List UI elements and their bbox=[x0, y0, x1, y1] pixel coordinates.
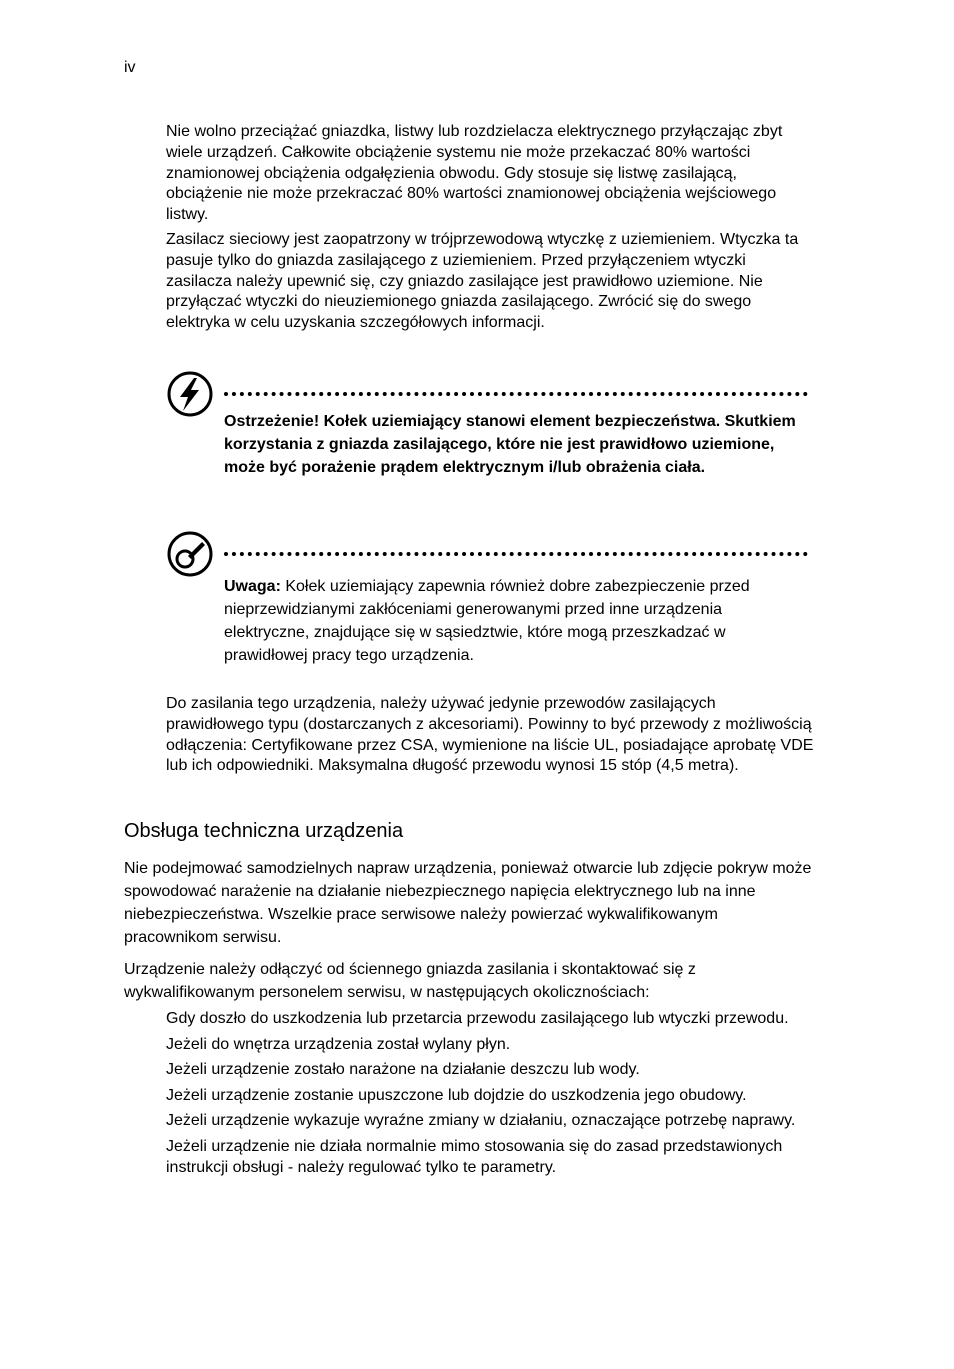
note-label: Uwaga: bbox=[224, 578, 281, 595]
section-heading: Obsługa techniczna urządzenia bbox=[124, 820, 404, 842]
list-item: Jeżeli urządzenie zostanie upuszczone lub dojdzie do uszkodzenia jego obudowy. bbox=[166, 1086, 747, 1104]
note-pencil-icon bbox=[166, 530, 214, 578]
note-body: Kołek uziemiający zapewnia również dobre zabezpieczenie przed nieprzewidzianymi zakłóceniami generowanymi przed inne urządzenia elektryczne, znajdujące się w sąsiedztwie, które mogą przeszkadzać w prawidłowej pracy tego urządzenia. bbox=[224, 578, 750, 664]
note-divider bbox=[224, 552, 808, 556]
warning-divider bbox=[224, 392, 808, 396]
service-conditions-list bbox=[166, 1008, 816, 1183]
intro-text-2: Zasilacz sieciowy jest zaopatrzony w trójprzewodową wtyczkę z uziemieniem. Wtyczka ta pasuje tylko do gniazda zasilającego z uziemieniem. Przed przyłączeniem wtyczki zasilacza należy upewnić się, czy gniazdo zasilające jest prawidłowo uziemione. Nie przyłączać wtyczki do nieuziemionego gniazda zasilającego. Zwrócić się do swego elektryka w celu uzyskania szczegółowych informacji. bbox=[166, 231, 799, 332]
lightning-warning-icon bbox=[166, 370, 214, 418]
list-item: Gdy doszło do uszkodzenia lub przetarcia przewodu zasilającego lub wtyczki przewodu. bbox=[166, 1010, 789, 1027]
intro-text-1: Nie wolno przeciążać gniazdka, listwy lub rozdzielacza elektrycznego przyłączając zbyt wiele urządzeń. Całkowite obciążenie systemu nie może przekaczać 80% wartości znamionowej obciążenia odgałęzienia obwodu. Gdy stosuje się listwę zasilającą, obciążenie nie może przekraczać 80% wartości znamionowej obciążenia wejściowego listwy. bbox=[166, 123, 783, 224]
intro-paragraph-2 bbox=[166, 230, 816, 334]
list-item: Jeżeli urządzenie zostało narażone na działanie deszczu lub wody. bbox=[166, 1061, 640, 1078]
list-item: Jeżeli do wnętrza urządzenia został wylany płyn. bbox=[166, 1035, 511, 1053]
warning-text: Ostrzeżenie! Kołek uziemiający stanowi element bezpieczeństwa. Skutkiem korzystania z gniazda zasilającego, które nie jest prawidłowo uziemione, może być porażenie prądem elektrycznym i/lub obrażenia ciała. bbox=[224, 413, 796, 476]
service-paragraph-1: Nie podejmować samodzielnych napraw urządzenia, ponieważ otwarcie lub zdjęcie pokryw może spowodować narażenie na działanie niebezpiecznego napięcia elektrycznego lub na inne niebezpieczeństwa. Wszelkie prace serwisowe należy powierzać wykwalifikowanym pracownikom serwisu. bbox=[124, 860, 812, 946]
service-paragraph-2: Urządzenie należy odłączyć od ściennego gniazda zasilania i skontaktować się z wykwalifikowanym personelem serwisu, w następujących okolicznościach: bbox=[124, 961, 696, 1001]
power-cord-text: Do zasilania tego urządzenia, należy używać jedynie przewodów zasilających prawidłowego typu (dostarczanych z akcesoriami). Powinny to być przewody z możliwością odłączenia: Certyfikowane przez CSA, wymienione na liście UL, posiadające aprobatę VDE lub ich odpowiedniki. Maksymalna długość przewodu wynosi 15 stóp (4,5 metra). bbox=[166, 695, 814, 775]
note-text bbox=[224, 575, 808, 667]
page-number: iv bbox=[124, 59, 136, 76]
note-box bbox=[166, 530, 816, 670]
list-item: Jeżeli urządzenie nie działa normalnie mimo stosowania się do zasad przedstawionych instrukcji obsługi - należy regulować tylko te parametry. bbox=[166, 1137, 783, 1176]
list-item: Jeżeli urządzenie wykazuje wyraźne zmiany w działaniu, oznaczające potrzebę naprawy. bbox=[166, 1112, 796, 1129]
warning-box bbox=[166, 370, 816, 510]
intro-paragraph-1 bbox=[166, 122, 816, 226]
power-cord-paragraph bbox=[166, 694, 816, 777]
